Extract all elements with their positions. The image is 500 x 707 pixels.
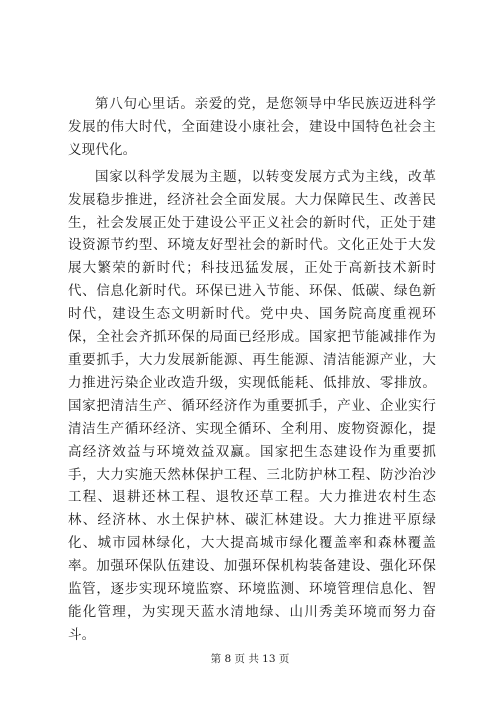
document-body bbox=[68, 93, 436, 647]
page-footer: 第 8 页 共 13 页 bbox=[210, 653, 290, 665]
paragraph-2: 国家以科学发展为主题，以转变发展方式为主线，改革发展稳步推进，经济社会全面发展。大力保障民生、改善民生，社会发展正处于建设公平正义社会的新时代，正处于建设资源节约型、环境友好型社会的新时代。文化正处于大发展大繁荣的新时代；科技迅猛发展，正处于高新技术新时代、信息化新时代。环保已进入节能、环保、低碳、绿色新时代，建设生态文明新时代。党中央、国务院高度重视环保，全社会齐抓环保的局面已经形成。国家把节能减排作为重要抓手，大力发展新能源、再生能源、清洁能源产业，大力推进污染企业改造升级，实现低能耗、低排放、零排放。国家把清洁生产、循环经济作为重要抓手，产业、企业实行清洁生产循环经济、实现全循环、全利用、废物资源化，提高经济效益与环境效益双赢。国家把生态建设作为重要抓手，大力实施天然林保护工程、三北防护林工程、防沙治沙工程、退耕还林工程、退牧还草工程。大力推进农村生态林、经济林、水土保护林、碳汇林建设。大力推进平原绿化、城市园林绿化，大大提高城市绿化覆盖率和森林覆盖率。加强环保队伍建设、加强环保机构装备建设、强化环保监管，逐步实现环境监察、环境监测、环境管理信息化、智能化管理，为实现天蓝水清地绿、山川秀美环境而努力奋斗。 bbox=[68, 168, 436, 643]
paragraph-1: 第八句心里话。亲爱的党，是您领导中华民族迈进科学发展的伟大时代，全面建设小康社会，建设中国特色社会主义现代化。 bbox=[68, 96, 436, 158]
